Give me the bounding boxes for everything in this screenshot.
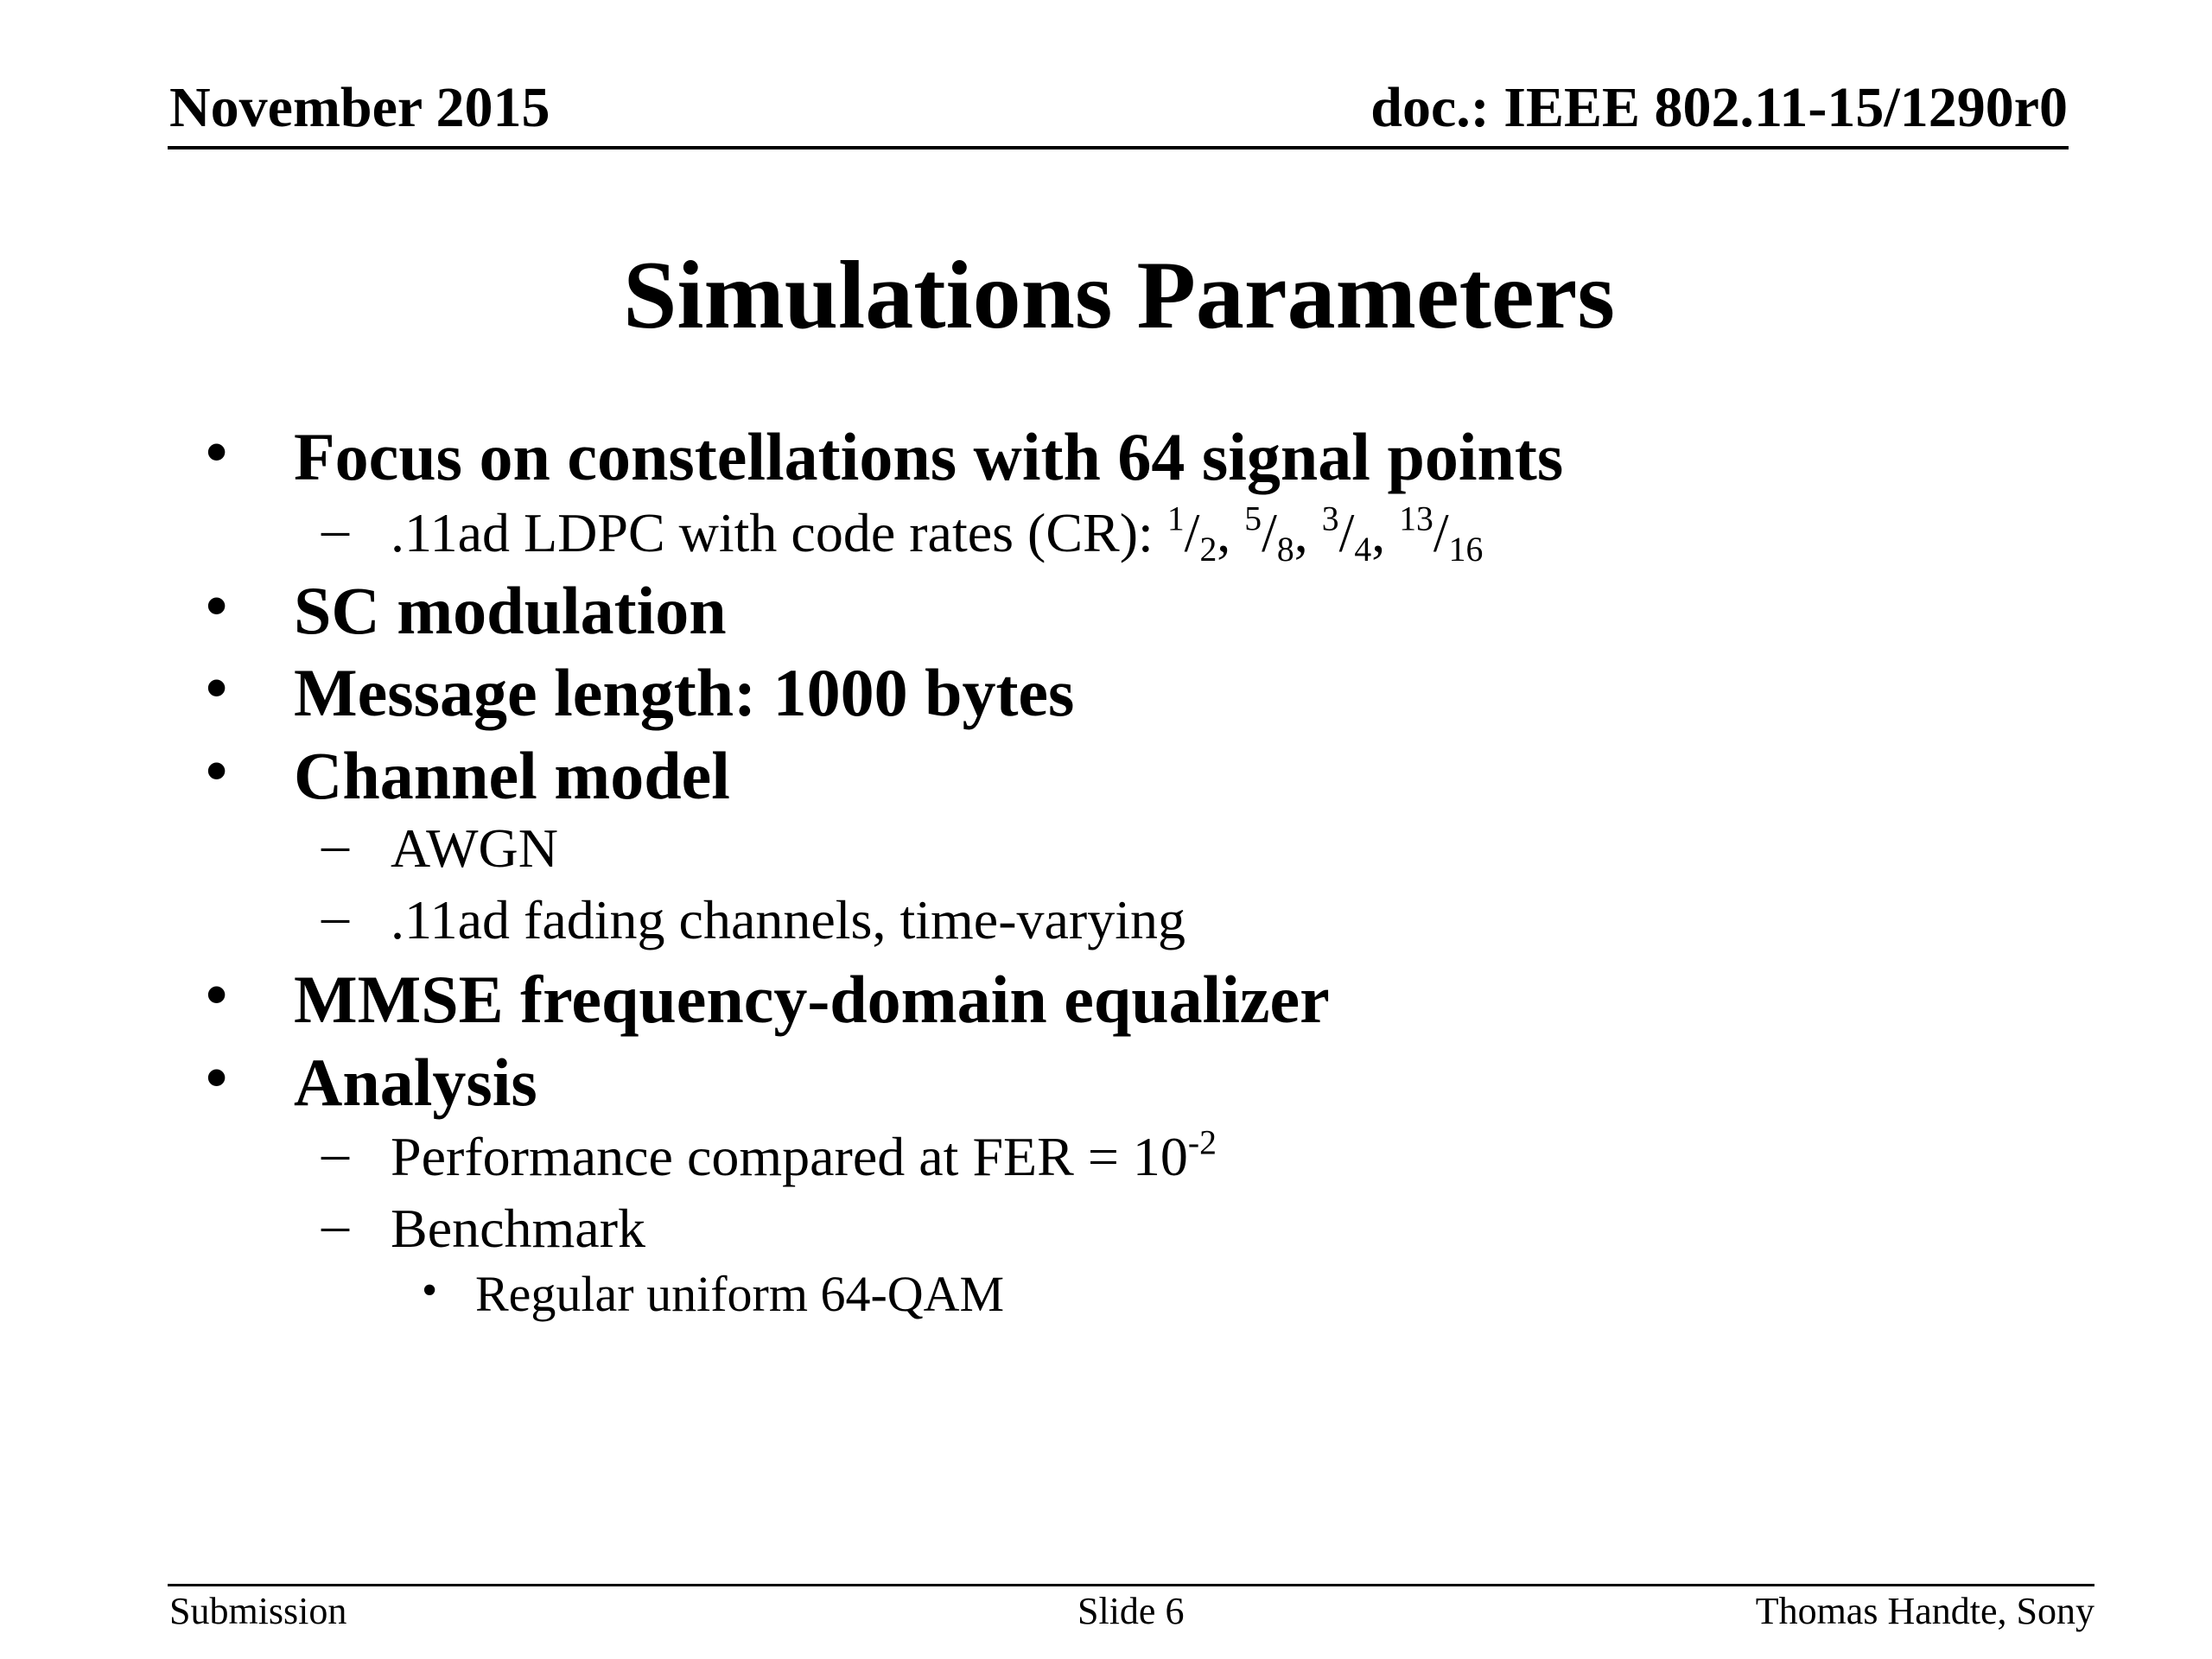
bullet-text: Focus on constellations with 64 signal points	[294, 419, 1564, 494]
sub-bullet-text	[391, 1125, 1217, 1189]
fer-label: Performance compared at FER = 10	[391, 1126, 1188, 1187]
sub-bullet-text: AWGN	[391, 817, 558, 879]
bullet-text: MMSE frequency-domain equalizer	[294, 962, 1330, 1037]
sub-sub-bullet-text: Regular uniform 64-QAM	[475, 1266, 1005, 1322]
header-divider	[168, 146, 2069, 149]
dash-marker: –	[321, 498, 349, 559]
cr-2-num: 5	[1244, 499, 1262, 538]
bullet-marker: •	[206, 417, 228, 486]
footer-submission: Submission	[169, 1590, 347, 1632]
cr-4-den: 16	[1448, 531, 1484, 569]
bullet-text: Analysis	[294, 1045, 537, 1120]
footer-author: Thomas Handte, Sony	[1755, 1590, 2094, 1632]
cr-4-num: 13	[1399, 499, 1433, 538]
dash-marker: –	[321, 1122, 349, 1183]
cr-1-den: 2	[1199, 531, 1217, 569]
cr-3-den: 4	[1354, 531, 1372, 569]
slide-title: Simulations Parameters	[623, 242, 1615, 349]
bullet-text: Channel model	[294, 738, 730, 813]
footer-divider	[168, 1584, 2094, 1586]
dash-marker: –	[321, 813, 349, 874]
sub-bullet-text: .11ad fading channels, time-varying	[391, 889, 1185, 950]
code-rates-label: .11ad LDPC with code rates (CR):	[391, 502, 1167, 563]
sub-bullet-text: .11ad LDPC with code rates (CR): $^1/_2$, $^5/_8$, $^3/_4$, $^{13}/_{16}$	[391, 499, 1484, 569]
cr-1-num: 1	[1166, 499, 1185, 538]
bullet-marker: •	[206, 960, 228, 1029]
bullet-marker: •	[206, 736, 228, 805]
cr-3-num: 3	[1321, 499, 1339, 538]
header-doc-id: doc.: IEEE 802.11-15/1290r0	[1370, 76, 2068, 139]
cr-2-den: 8	[1276, 531, 1294, 569]
fer-exponent: -2	[1187, 1123, 1217, 1162]
dash-marker: –	[321, 1193, 349, 1255]
bullet-text: Message length: 1000 bytes	[294, 655, 1075, 730]
bullet-text: SC modulation	[294, 573, 727, 648]
header-date: November 2015	[169, 76, 550, 139]
dash-marker: –	[321, 885, 349, 946]
bullet-marker: •	[206, 571, 228, 640]
bullet-marker: •	[206, 653, 228, 722]
bullet-marker: •	[206, 1043, 228, 1112]
bullet-marker: •	[422, 1266, 438, 1315]
sub-bullet-text: Benchmark	[391, 1198, 645, 1259]
slide-number: Slide 6	[1077, 1590, 1185, 1632]
